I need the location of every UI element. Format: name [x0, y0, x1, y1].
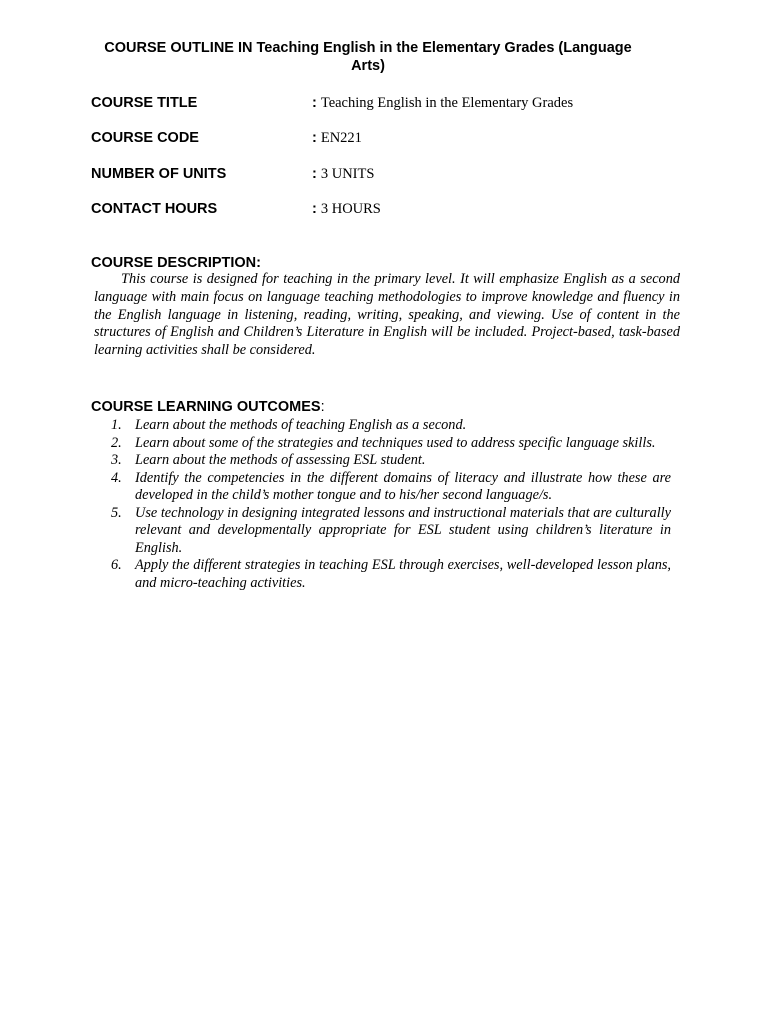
info-label: CONTACT HOURS	[91, 201, 218, 217]
outcomes-heading-colon: :	[320, 399, 325, 415]
contact-hours-value: 3 HOURS	[320, 201, 381, 217]
list-item-text: Use technology in designing integrated lessons and instructional materials that are culturally relevant and developmentally appropriate for ESL student using children’s literature in English.	[135, 504, 671, 556]
description-heading: COURSE DESCRIPTION:	[91, 255, 261, 271]
list-item-text: Identify the competencies in the different domains of literacy and illustrate how these are developed in the child’s mother tongue and to his/her second language/s.	[135, 469, 671, 503]
page-title: COURSE OUTLINE IN Teaching English in the Elementary Grades (Language Arts)	[104, 40, 632, 74]
info-value	[312, 94, 573, 112]
colon: :	[312, 95, 317, 111]
list-item	[111, 417, 671, 435]
list-item	[111, 557, 671, 592]
info-label: COURSE TITLE	[91, 95, 198, 111]
info-value	[312, 165, 374, 183]
list-item	[111, 452, 671, 470]
info-label: COURSE CODE	[91, 130, 199, 146]
list-item	[111, 470, 671, 505]
list-number: 2.	[111, 434, 122, 451]
list-number: 1.	[111, 417, 122, 433]
info-value	[312, 129, 362, 147]
course-code-value: EN221	[320, 130, 362, 146]
outcomes-list	[111, 417, 671, 592]
info-label: NUMBER OF UNITS	[91, 166, 227, 182]
list-number: 3.	[111, 452, 122, 468]
list-item-text: Learn about the methods of assessing ESL student.	[135, 452, 426, 468]
colon: :	[312, 201, 317, 217]
list-number: 6.	[111, 557, 122, 573]
list-item-text: Learn about some of the strategies and techniques used to address specific language skills.	[135, 434, 656, 451]
colon: :	[312, 130, 317, 146]
course-title-value: Teaching English in the Elementary Grades	[320, 95, 574, 111]
list-item	[111, 505, 671, 558]
list-number: 4.	[111, 469, 122, 486]
outcomes-heading-text: COURSE LEARNING OUTCOMES	[91, 399, 321, 415]
outcomes-heading	[91, 398, 325, 416]
list-item-text: Apply the different strategies in teaching ESL through exercises, well-developed lesson plans, and micro-teaching activities.	[135, 557, 671, 591]
units-value: 3 UNITS	[320, 166, 375, 182]
list-item	[111, 435, 671, 453]
colon: :	[312, 166, 317, 182]
list-number: 5.	[111, 504, 122, 521]
description-text: This course is designed for teaching in the primary level. It will emphasize English as a second language with main focus on language teaching methodologies to improve knowledge and fluency in the English language in listening, reading, writing, speaking, and viewing. Use of content in the structures of English and Children’s Literature in English will be included. Project-based, task-based learning activities shall be considered.	[94, 271, 680, 359]
info-value	[312, 200, 381, 218]
list-item-text: Learn about the methods of teaching English as a second.	[135, 417, 467, 433]
